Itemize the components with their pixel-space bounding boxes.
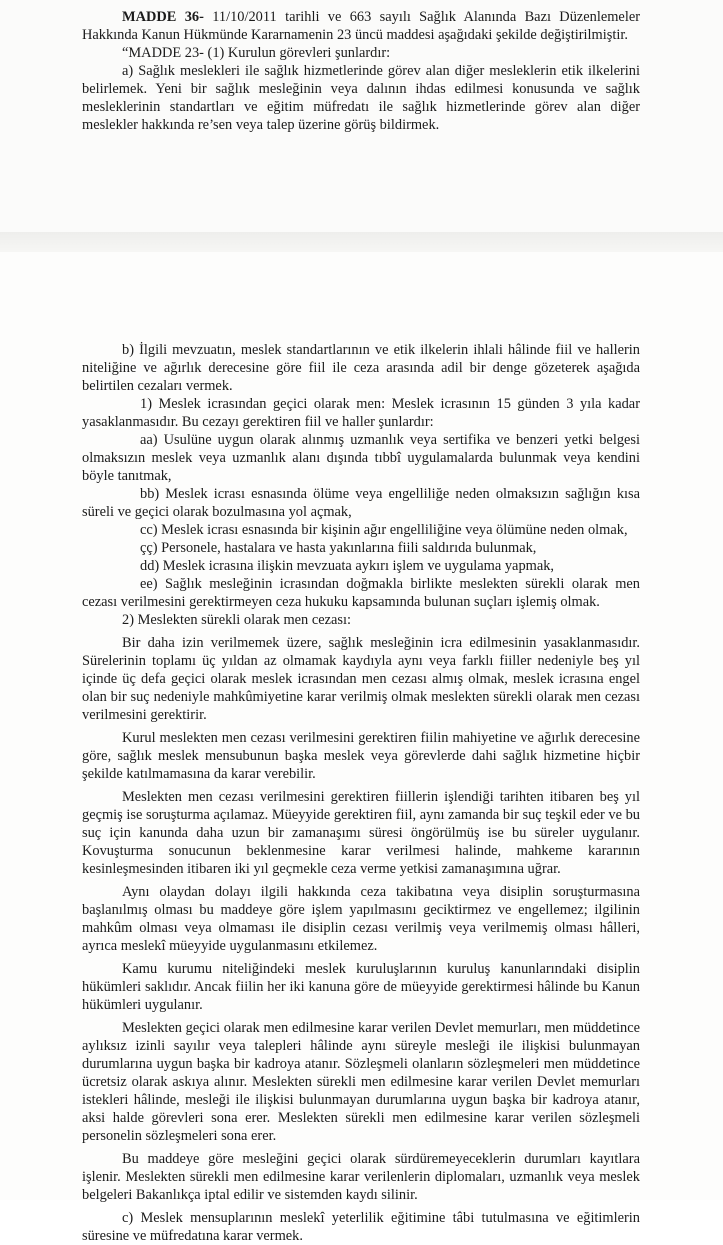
paragraph-same-event: Aynı olaydan dolayı ilgili hakkında ceza takibatına veya disiplin soruşturmasına başlanılmış olması bu maddeye göre işlem yapılmasını geciktirmez ve engellemez; ilgilinin mahkûm olması veya olmaması ile disiplin cezası verilmiş veya verilmemiş olması hâlleri, ayrıca meslekî müeyyide uygulanmasını etkilemez. bbox=[82, 884, 640, 954]
paragraph-cc: cc) Meslek icrası esnasında bir kişinin ağır engelliliğine veya ölümüne neden olmak, bbox=[140, 522, 628, 538]
madde-36-intro: 11/10/2011 tarihli ve 663 sayılı Sağlık Alanında Bazı Düzenlemeler Hakkında Kanun Hükmünde Kararnamenin 23 üncü maddesi aşağıdaki şekilde değiştirilmiştir. bbox=[82, 9, 640, 43]
paragraph-board-decision: Kurul meslekten men cezası verilmesini gerektiren fiilin mahiyetine ve ağırlık derecesine göre, sağlık meslek mensubunun başka meslek veya görevlerde dahi sağlık hizmetine hiçbir şekilde katılmamasına da karar verebilir. bbox=[82, 730, 640, 782]
paragraph-bb: bb) Meslek icrası esnasında ölüme veya engelliliğe neden olmaksızın sağlığın kısa süreli ve geçici olarak bozulmasına yol açmak, bbox=[82, 486, 640, 520]
paragraph-public-institutions: Kamu kurumu niteliğindeki meslek kuruluşlarının kuruluş kanunlarındaki disiplin hükümleri saklıdır. Ancak fiilin her iki kanuna göre de müeyyide gerektirmesi hâlinde bu Kanun hükümleri uygulanır. bbox=[82, 961, 640, 1013]
paragraph-permanent-ban: Bir daha izin verilmemek üzere, sağlık mesleğinin icra edilmesinin yasaklanmasıdır. Sürelerinin toplamı üç yıldan az olmamak kaydıyla aynı veya farklı fiiller nedeniyle beş yıl içinde üç defa geçici olarak meslek icrasından men cezası almış olmak, meslek icrasına engel olan bir suç nedeniyle mahkûmiyetine karar verilmiş olmak meslekten sürekli olarak men cezası verilmesini gerektirir. bbox=[82, 635, 640, 723]
document-page-1 bbox=[0, 0, 723, 232]
paragraph-c: c) Meslek mensuplarının meslekî yeterlilik eğitimine tâbi tutulmasına ve eğitimlerin süresine ve müfredatına karar vermek. bbox=[82, 1210, 640, 1244]
paragraph-civil-servants: Meslekten geçici olarak men edilmesine karar verilen Devlet memurları, men müddetince aylıksız izinli sayılır veya talepleri hâlinde aynı süreyle mesleği ile ilişkisi bulunmayan durumlarına uygun başka bir kadroya atanır. Sözleşmeli olanların sözleşmeleri men müddetince ücretsiz olarak askıya alınır. Meslekten sürekli men edilmesine karar verilen Devlet memurları istekleri hâlinde, mesleği ile ilişkisi bulunmayan durumlarına uygun başka bir kadroya atanır, aksi halde görevleri sona erer. Meslekten sürekli men edilmesine karar verilen sözleşmeli personelin sözleşmeleri sona erer. bbox=[82, 1020, 640, 1144]
document-page-2 bbox=[0, 252, 723, 1244]
page-2-text bbox=[82, 341, 640, 1245]
page-gap bbox=[0, 232, 723, 252]
page-1-text bbox=[82, 8, 640, 134]
paragraph-cc2: çç) Personele, hastalara ve hasta yakınlarına fiili saldırıda bulunmak, bbox=[140, 540, 537, 556]
item-a: a) Sağlık meslekleri ile sağlık hizmetlerinde görev alan diğer mesleklerin etik ilkelerini belirlemek. Yeni bir sağlık mesleğinin veya dalının ihdas edilmesi konusunda ve sağlık mesleklerinin standartları ve eğitim müfredatı ile sağlık hizmetlerinde görev alan diğer meslekler hakkında re’sen veya talep üzerine görüş bildirmek. bbox=[82, 63, 640, 133]
paragraph-b: b) İlgili mevzuatın, meslek standartlarının ve etik ilkelerin ihlali hâlinde fiil ve hallerin niteliğine ve ağırlık derecesine göre fiil ile ceza arasında adil bir denge gözeterek aşağıda belirtilen cezaları vermek. bbox=[82, 342, 640, 394]
madde-23-heading: “MADDE 23- (1) Kurulun görevleri şunlardır: bbox=[122, 45, 391, 61]
paragraph-statute-of-limitations: Meslekten men cezası verilmesini gerektiren fiillerin işlendiği tarihten itibaren beş yıl geçmiş ise soruşturma açılamaz. Müeyyide gerektiren fiil, aynı zamanda bir suç teşkil eder ve bu suç için kanunda daha uzun bir zamanaşımı süresi öngörülmüş ise bu süreler uygulanır. Kovuşturma sonucunun beklenmesine karar verilmesi halinde, mahkeme kararının kesinleşmesinden itibaren iki yıl geçmekle ceza verme yetkisi zamanaşımına uğrar. bbox=[82, 789, 640, 877]
paragraph-ee: ee) Sağlık mesleğinin icrasından doğmakla birlikte meslekten sürekli olarak men cezası verilmesini gerektirmeyen ceza hukuku kapsamında bulunan suçları işlemiş olmak. bbox=[82, 576, 640, 610]
madde-36-title: MADDE 36- bbox=[122, 9, 204, 25]
paragraph-dd: dd) Meslek icrasına ilişkin mevzuata aykırı işlem ve uygulama yapmak, bbox=[140, 558, 555, 574]
madde-36-paragraph bbox=[82, 8, 640, 44]
paragraph-1: 1) Meslek icrasından geçici olarak men: Meslek icrasının 15 günden 3 yıla kadar yasaklanmasıdır. Bu cezayı gerektiren fiil ve haller şunlardır: bbox=[82, 396, 640, 430]
paragraph-2: 2) Meslekten sürekli olarak men cezası: bbox=[122, 612, 351, 628]
paragraph-aa: aa) Usulüne uygun olarak alınmış uzmanlık veya sertifika ve benzeri yetki belgesi olmaksızın meslek veya uzmanlık alanı dışında tıbbî uygulamalarda bulunmak veya kendini böyle tanıtmak, bbox=[82, 432, 640, 484]
paragraph-records: Bu maddeye göre mesleğini geçici olarak sürdüremeyeceklerin durumları kayıtlara işlenir. Meslekten sürekli men edilmesine karar verilenlerin diplomaları, uzmanlık veya meslek belgeleri Bakanlıkça iptal edilir ve sistemden kaydı silinir. bbox=[82, 1151, 640, 1203]
